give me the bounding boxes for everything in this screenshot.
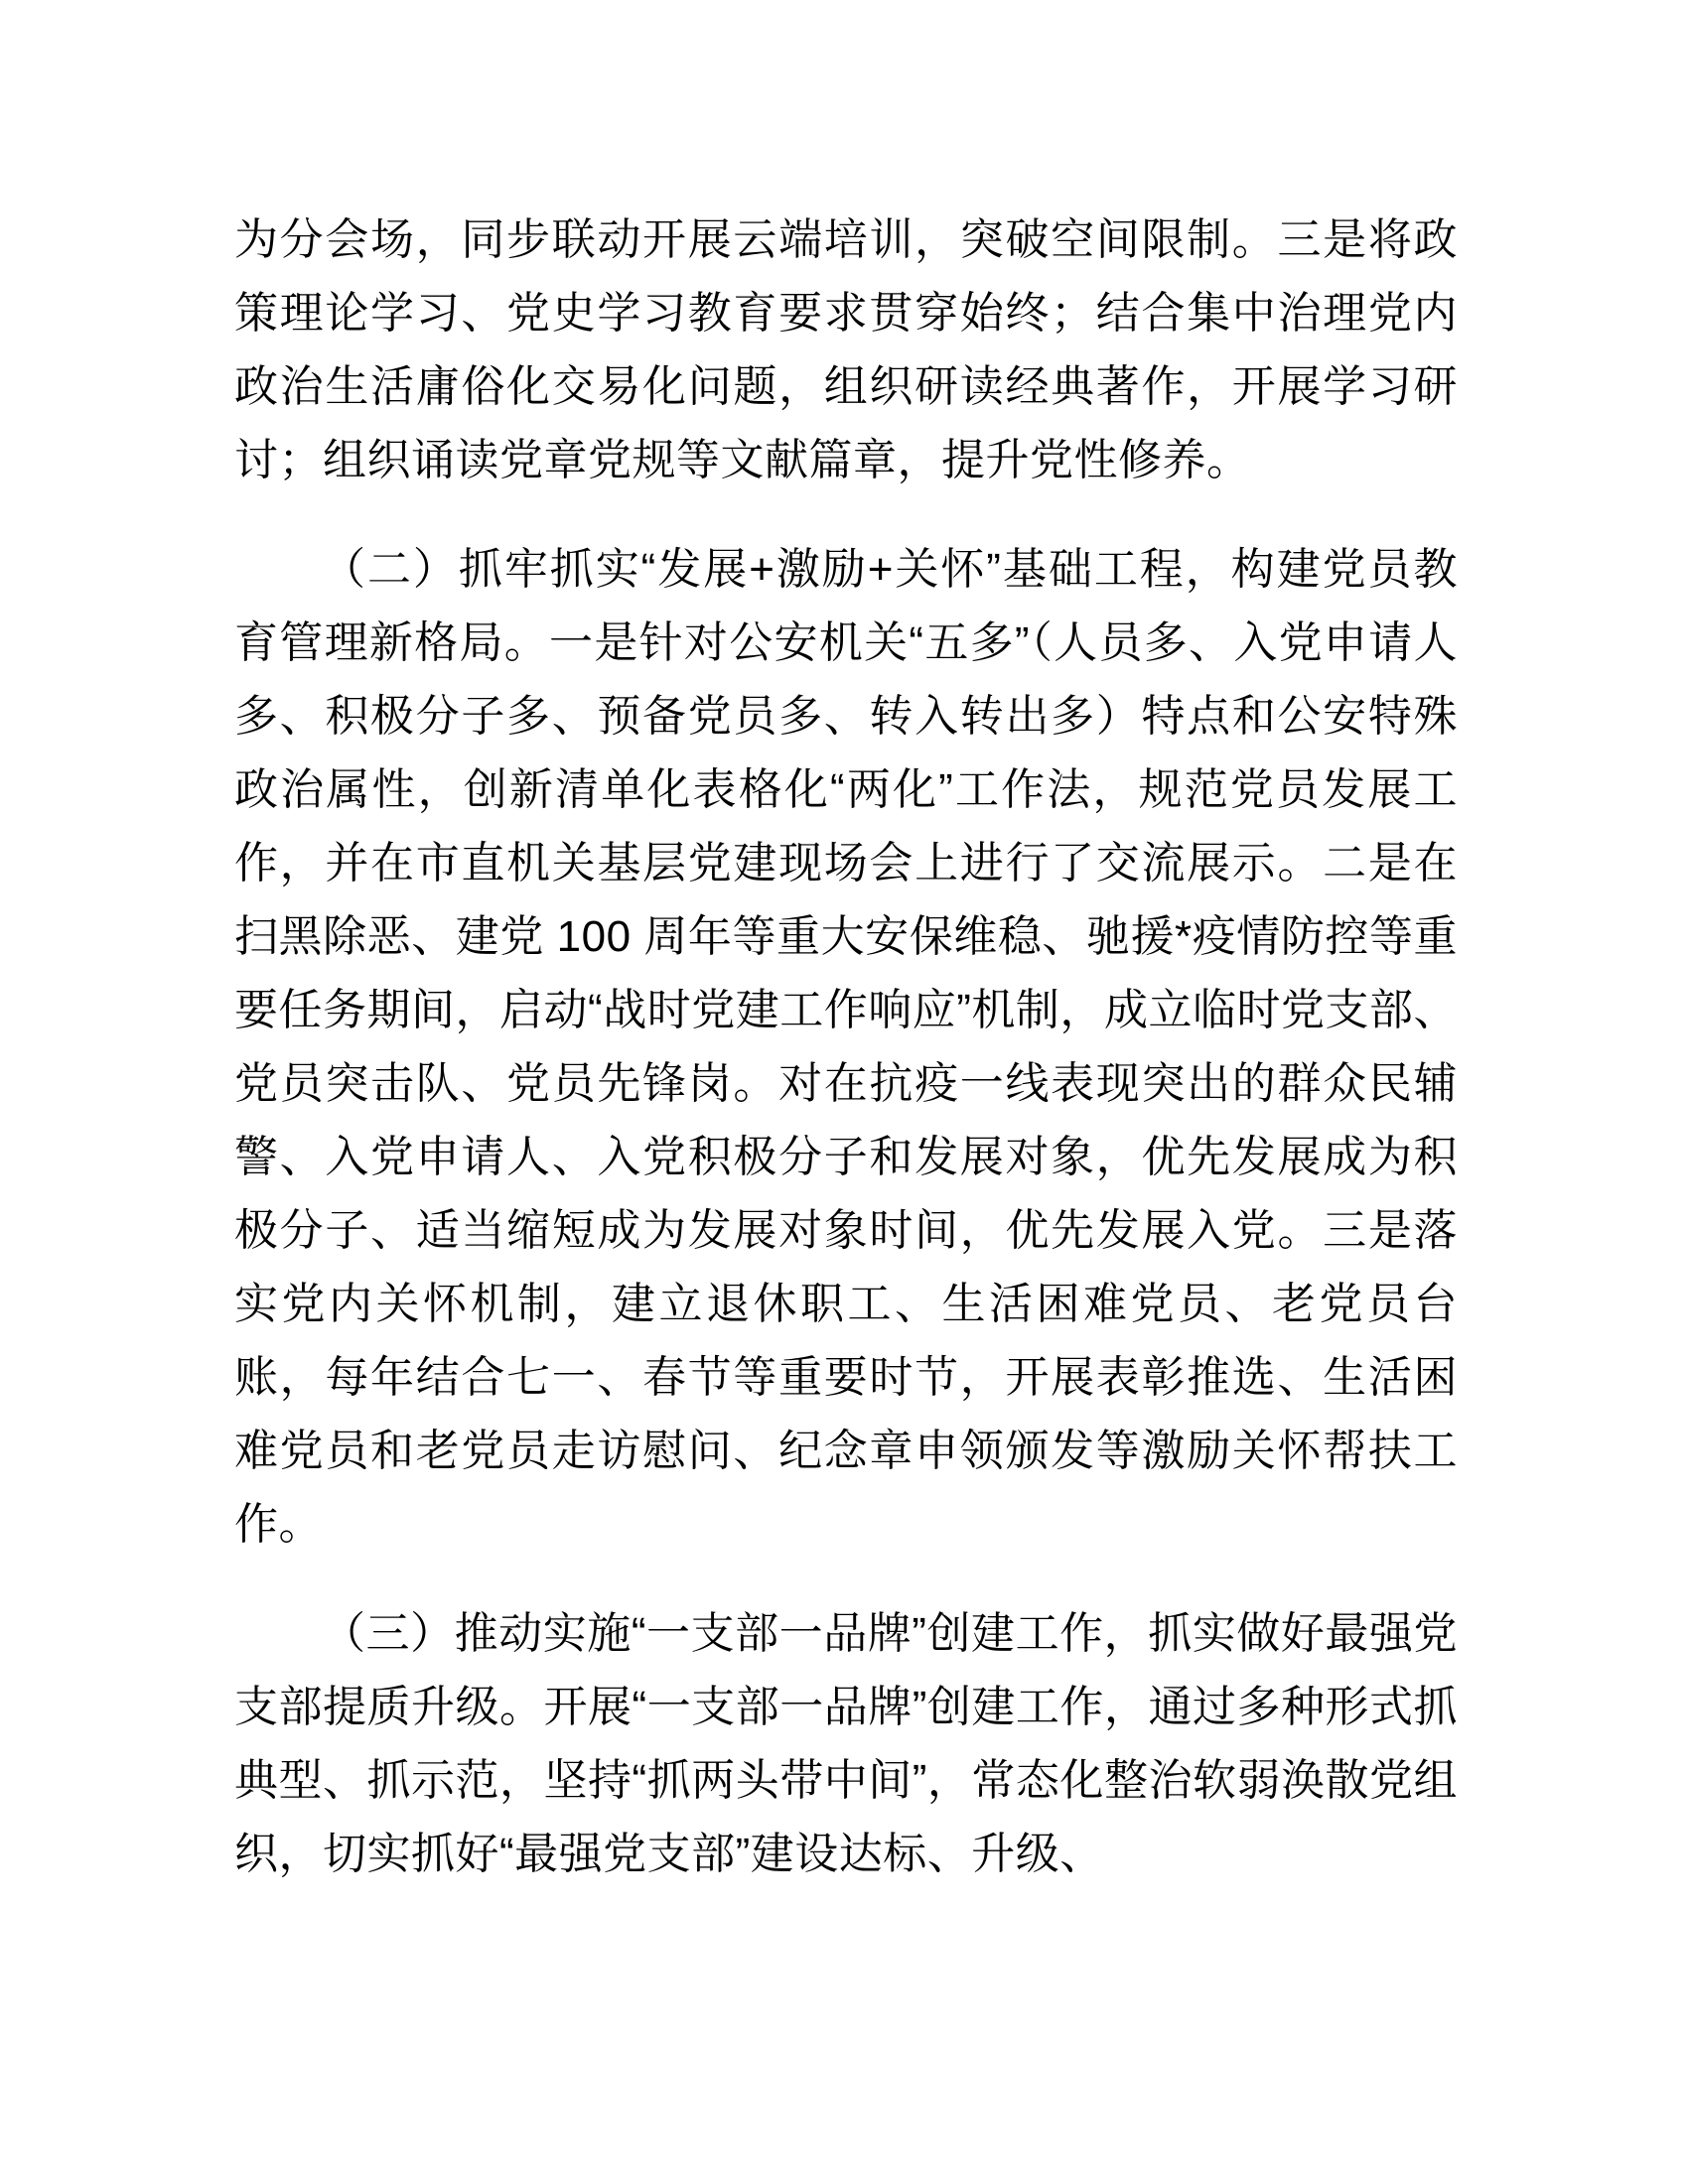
paragraph-continuation: 为分会场，同步联动开展云端培训，突破空间限制。三是将政策理论学习、党史学习教育要求贯穿始终；结合集中治理党内政治生活庸俗化交易化问题，组织研读经典著作，开展学习研讨；组织诵读党章党规等文献篇章，提升党性修养。 — [234, 215, 1458, 484]
paragraph-section-two: （二）抓牢抓实“发展+激励+关怀”基础工程，构建党员教育管理新格局。一是针对公安机关“五多”（人员多、入党申请人多、积极分子多、预备党员多、转入转出多）特点和公安特殊政治属性，创新清单化表格化“两化”工作法，规范党员发展工作，并在市直机关基层党建现场会上进行了交流展示。二是在扫黑除恶、建党 100 周年等重大安保维稳、驰援*疫情防控等重要任务期间，启动“战时党建工作响应”机制，成立临时党支部、党员突击队、党员先锋岗。对在抗疫一线表现突出的群众民辅警、入党申请人、入党积极分子和发展对象，优先发展成为积极分子、适当缩短成为发展对象时间，优先发展入党。三是落实党内关怀机制，建立退休职工、生活困难党员、老党员台账，每年结合七一、春节等重要时节，开展表彰推选、生活困难党员和老党员走访慰问、纪念章申领颁发等激励关怀帮扶工作。 — [234, 545, 1458, 1549]
paragraph-section-three: （三）推动实施“一支部一品牌”创建工作，抓实做好最强党支部提质升级。开展“一支部一品牌”创建工作，通过多种形式抓典型、抓示范，坚持“抓两头带中间”，常态化整治软弱涣散党组织，切实抓好“最强党支部”建设达标、升级、 — [234, 1609, 1458, 1878]
